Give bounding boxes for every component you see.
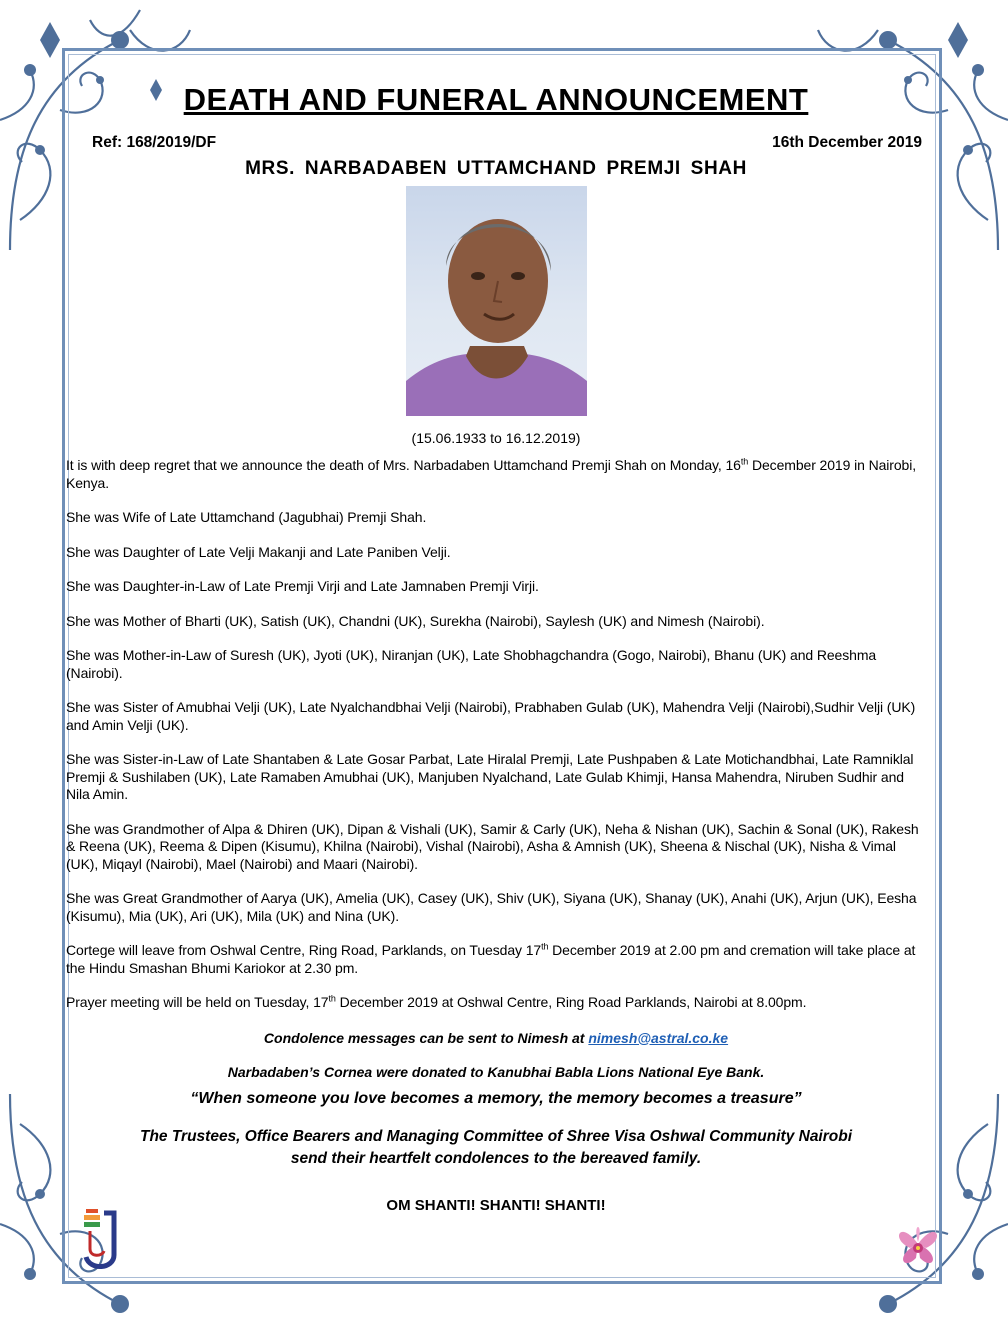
- great-grandmother-paragraph: She was Great Grandmother of Aarya (UK), Amelia (UK), Casey (UK), Shiv (UK), Siyana (UK), Shanay (UK), Anahi (UK), Arjun (UK), Eesha (Kisumu), Mia (UK), Ari (UK), Mila (UK) and Nina (UK).: [66, 890, 917, 924]
- portrait-illustration: [406, 186, 587, 416]
- orchid-flower-icon: [890, 1214, 946, 1276]
- reference-line: [66, 134, 926, 158]
- announcement-date: 16th December 2019: [772, 134, 922, 151]
- ordinal-suffix: th: [740, 456, 749, 467]
- prayer-text: Prayer meeting will be held on Tuesday, 17: [66, 994, 329, 1010]
- cortege-text: Cortege will leave from Oshwal Centre, Ring Road, Parklands, on Tuesday 17: [66, 942, 542, 958]
- cortege-text-end: December 2019 at 2.00 pm and cremation will take place at the Hindu Smashan Bhumi Kariokor at 2.30 pm.: [66, 942, 916, 976]
- cortege-paragraph: [66, 942, 926, 977]
- deceased-name: MRS. NARBADABEN UTTAMCHAND PREMJI SHAH: [245, 158, 747, 179]
- life-span: (15.06.1933 to 16.12.2019): [411, 430, 581, 446]
- sister-paragraph: She was Sister of Amubhai Velji (UK), Late Nyalchandbhai Velji (Nairobi), Prabhaben Gulab (UK), Mahendra Velji (Nairobi),Sudhir Velji (UK) and Amin Velji (UK).: [66, 699, 916, 733]
- daughter-in-law-paragraph: She was Daughter-in-Law of Late Premji Virji and Late Jamnaben Premji Virji.: [66, 578, 539, 594]
- condolence-line: [66, 1030, 926, 1046]
- opening-text-end: December 2019 in Nairobi, Kenya.: [66, 457, 917, 491]
- cornea-donation-note: Narbadaben’s Cornea were donated to Kanubhai Babla Lions National Eye Bank.: [227, 1063, 765, 1080]
- ordinal-suffix: th: [328, 993, 336, 1004]
- opening-text: It is with deep regret that we announce the death of Mrs. Narbadaben Uttamchand Premji Shah on Monday, 16: [66, 457, 741, 473]
- daughter-paragraph: She was Daughter of Late Velji Makanji and Late Paniben Velji.: [66, 543, 451, 560]
- portrait-photo: [406, 186, 587, 416]
- reference-number: Ref: 168/2019/DF: [92, 134, 217, 151]
- closing-prayer: OM SHANTI! SHANTI! SHANTI!: [386, 1196, 606, 1214]
- page-title: DEATH AND FUNERAL ANNOUNCEMENT: [183, 82, 809, 117]
- opening-paragraph: [66, 457, 926, 492]
- memorial-quote: “When someone you love becomes a memory, the memory becomes a treasure”: [190, 1089, 802, 1107]
- sister-in-law-paragraph: She was Sister-in-Law of Late Shantaben & Late Gosar Parbat, Late Hiralal Premji, Late Pushpaben & Late Motichandbhai, Late Ramniklal Premji & Sushilaben (UK), Late Ramaben Amubhai (UK), Manjuben Nyalchand, Late Gulab Khimji, Hansa Mahendra, Niruben Sudhir and Nila Amin.: [66, 751, 914, 802]
- prayer-text-end: December 2019 at Oshwal Centre, Ring Road Parklands, Nairobi at 8.00pm.: [335, 994, 807, 1010]
- grandmother-paragraph: She was Grandmother of Alpa & Dhiren (UK), Dipan & Vishali (UK), Samir & Carly (UK), Neha & Nishan (UK), Sachin & Sonal (UK), Rakesh & Reena (UK), Reema & Dipen (Kisumu), Khilna (Nairobi), Vishal (Nairobi), Asha & Amnish (UK), Sheena & Nischal (UK), Nisha & Vimal (UK), Miqayl (Nairobi), Mael (Nairobi) and Maari (Nairobi).: [66, 820, 919, 872]
- mother-paragraph: She was Mother of Bharti (UK), Satish (UK), Chandni (UK), Surekha (Nairobi), Saylesh (UK) and Nimesh (Nairobi).: [66, 612, 765, 629]
- trustees-line-2: send their heartfelt condolences to the bereaved family.: [290, 1149, 702, 1167]
- prayer-paragraph: [66, 994, 926, 1012]
- condolence-text: Condolence messages can be sent to Nimesh at: [263, 1029, 589, 1046]
- trustees-line-1: The Trustees, Office Bearers and Managing Committee of Shree Visa Oshwal Community Nairobi: [139, 1127, 853, 1145]
- community-logo: [80, 1205, 122, 1275]
- trustees-condolence: [66, 1126, 926, 1170]
- ordinal-suffix: th: [541, 941, 549, 952]
- mother-in-law-paragraph: She was Mother-in-Law of Suresh (UK), Jyoti (UK), Niranjan (UK), Late Shobhagchandra (Gogo, Nairobi), Bhanu (UK) and Reeshma (Nairobi).: [66, 647, 877, 681]
- wife-paragraph: She was Wife of Late Uttamchand (Jagubhai) Premji Shah.: [66, 509, 427, 525]
- announcement-content: [66, 80, 926, 1214]
- email-link[interactable]: nimesh@astral.co.ke: [588, 1029, 729, 1046]
